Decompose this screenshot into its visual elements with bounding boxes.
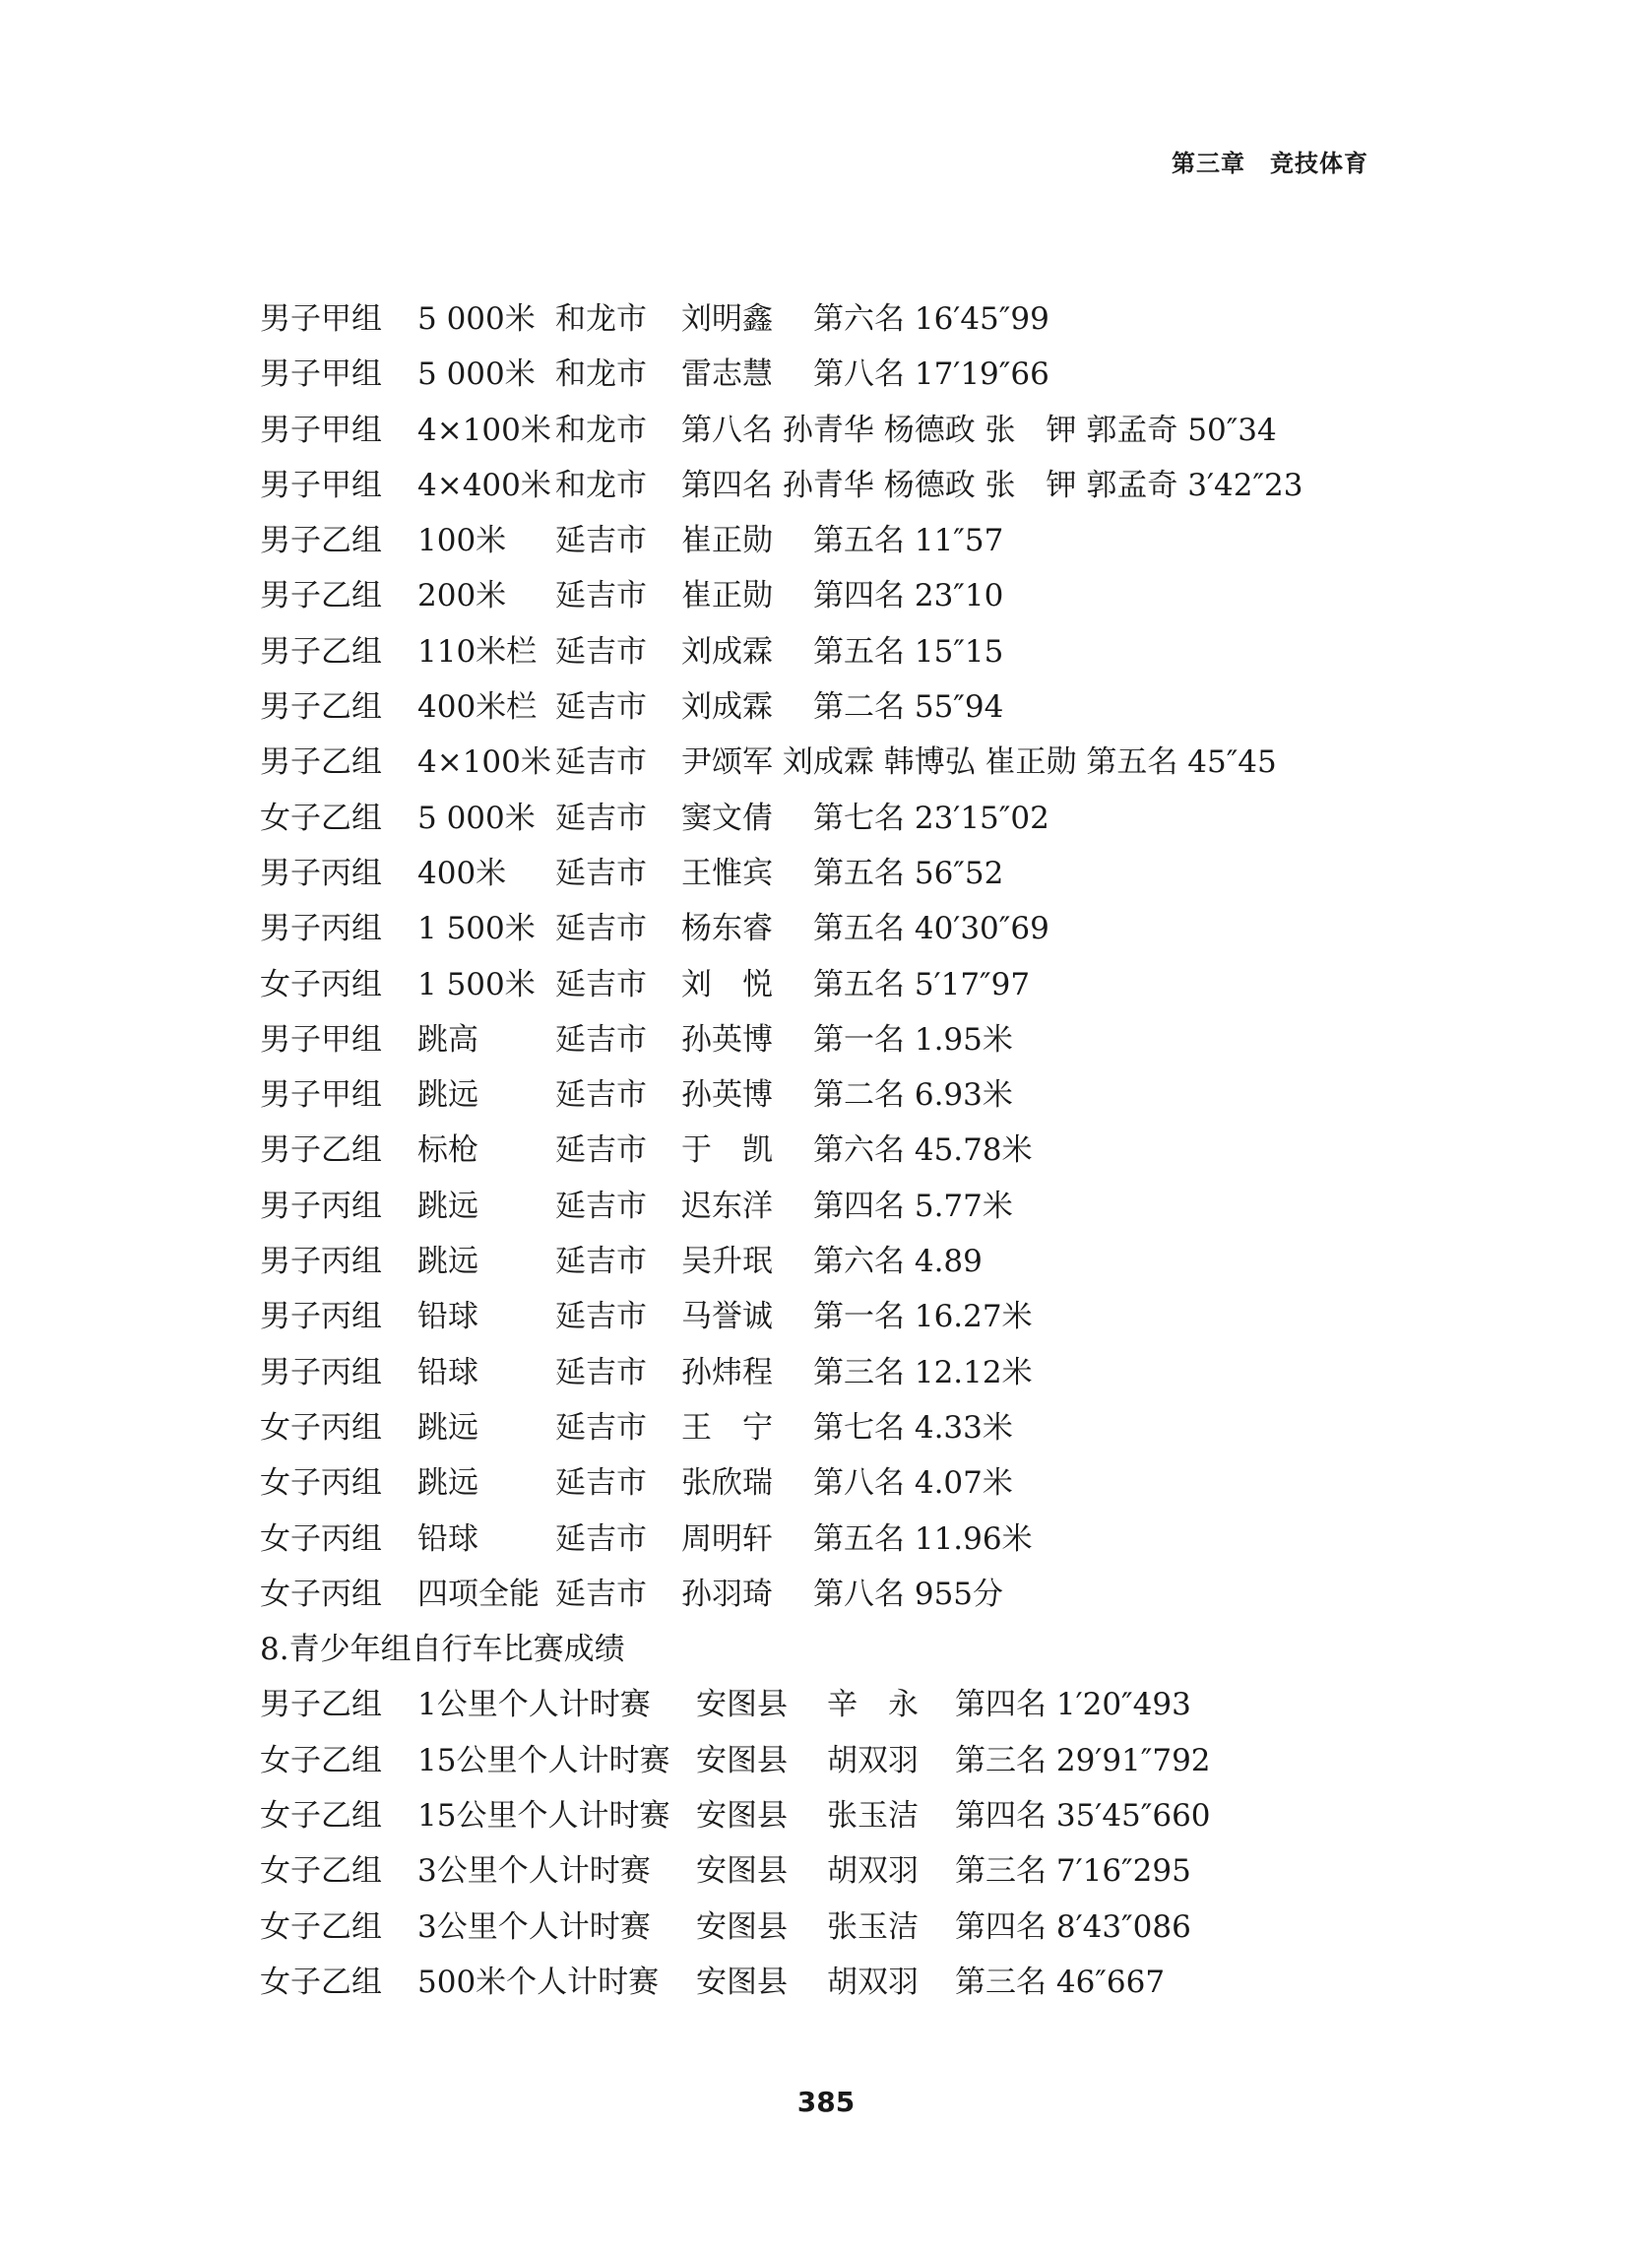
athlete-cell: 孙英博 (681, 1021, 773, 1058)
event-cell: 跳高 (417, 1021, 478, 1058)
athlete-cell: 周明轩 (681, 1520, 773, 1557)
city-cell: 延吉市 (555, 911, 647, 947)
athlete-cell: 张玉洁 (827, 1908, 919, 1945)
city-cell: 安图县 (696, 1742, 788, 1778)
group-cell: 女子乙组 (260, 800, 382, 836)
group-cell: 男子乙组 (260, 1132, 382, 1169)
group-cell: 女子丙组 (260, 1465, 382, 1502)
city-cell: 延吉市 (555, 523, 647, 559)
group-cell: 男子丙组 (260, 1354, 382, 1390)
chapter-label: 第三章 (1172, 150, 1245, 177)
result-cell: 第三名 46″667 (955, 1964, 1166, 2000)
athlete-cell: 崔正勋 (681, 523, 773, 559)
chapter-title: 竞技体育 (1270, 150, 1368, 177)
athlete-cell: 胡双羽 (827, 1853, 919, 1890)
result-row (260, 1677, 1441, 1732)
result-cell: 第六名 16′45″99 (813, 301, 1049, 337)
event-cell: 铅球 (417, 1354, 478, 1390)
athlete-cell: 孙英博 (681, 1077, 773, 1114)
group-cell: 男子丙组 (260, 1299, 382, 1335)
city-cell: 安图县 (696, 1964, 788, 2000)
event-cell: 跳远 (417, 1409, 478, 1446)
result-cell: 第六名 4.89 (813, 1244, 983, 1280)
result-cell: 第四名 8′43″086 (955, 1908, 1191, 1945)
city-cell: 安图县 (696, 1798, 788, 1835)
city-cell: 和龙市 (555, 356, 647, 393)
event-cell: 铅球 (417, 1299, 478, 1335)
athlete-cell: 刘 悦 (681, 966, 773, 1002)
result-row (260, 1289, 1441, 1344)
result-cell: 第五名 15″15 (813, 633, 1004, 670)
result-cell: 第二名 55″94 (813, 689, 1004, 726)
event-cell: 1公里个人计时赛 (417, 1687, 651, 1723)
group-cell: 男子甲组 (260, 467, 382, 503)
event-cell: 4×400米 (417, 467, 551, 503)
city-cell: 延吉市 (555, 1520, 647, 1557)
result-cell: 第五名 40′30″69 (813, 911, 1049, 947)
event-cell: 400米 (417, 855, 507, 891)
event-cell: 4×100米 (417, 412, 551, 448)
section-heading: 8.青少年组自行车比赛成绩 (260, 1632, 625, 1668)
event-cell: 5 000米 (417, 800, 536, 836)
result-row (260, 1400, 1441, 1455)
result-cell: 第六名 45.78米 (813, 1132, 1033, 1169)
group-cell: 女子乙组 (260, 1853, 382, 1890)
result-cell: 第二名 6.93米 (813, 1077, 1013, 1114)
athlete-cell: 窦文倩 (681, 800, 773, 836)
event-cell: 500米个人计时赛 (417, 1964, 660, 2000)
group-cell: 女子丙组 (260, 1576, 382, 1612)
city-cell: 延吉市 (555, 578, 647, 614)
result-cell: 第四名 23″10 (813, 578, 1004, 614)
result-cell: 第四名 5.77米 (813, 1188, 1013, 1224)
group-cell: 男子甲组 (260, 1077, 382, 1114)
event-cell: 跳远 (417, 1188, 478, 1224)
result-row (260, 1733, 1441, 1788)
athlete-cell: 辛 永 (827, 1687, 919, 1723)
city-cell: 延吉市 (555, 800, 647, 836)
athlete-cell: 张欣瑞 (681, 1465, 773, 1502)
event-cell: 跳远 (417, 1077, 478, 1114)
result-row (260, 1900, 1441, 1955)
group-cell: 女子丙组 (260, 1520, 382, 1557)
result-row (260, 957, 1441, 1012)
athlete-cell: 杨东睿 (681, 911, 773, 947)
result-cell: 第七名 4.33米 (813, 1409, 1013, 1446)
athlete-cell: 雷志慧 (681, 356, 773, 393)
city-cell: 安图县 (696, 1687, 788, 1723)
result-row (260, 1234, 1441, 1289)
result-row (260, 901, 1441, 956)
event-cell: 3公里个人计时赛 (417, 1853, 651, 1890)
athlete-cell: 孙羽琦 (681, 1576, 773, 1612)
event-cell: 200米 (417, 578, 507, 614)
group-cell: 男子乙组 (260, 523, 382, 559)
result-cell: 第五名 11″57 (813, 523, 1004, 559)
event-cell: 100米 (417, 523, 507, 559)
result-cell: 第三名 12.12米 (813, 1354, 1033, 1390)
result-row (260, 624, 1441, 679)
event-cell: 15公里个人计时赛 (417, 1742, 670, 1778)
group-cell: 男子乙组 (260, 578, 382, 614)
athlete-cell: 胡双羽 (827, 1742, 919, 1778)
athlete-cell: 于 凯 (681, 1132, 773, 1169)
city-cell: 安图县 (696, 1853, 788, 1890)
group-cell: 男子乙组 (260, 633, 382, 670)
city-cell: 安图县 (696, 1908, 788, 1945)
event-cell: 110米栏 (417, 633, 538, 670)
athlete-cell: 迟东洋 (681, 1188, 773, 1224)
event-cell: 400米栏 (417, 689, 538, 726)
result-cell: 第五名 11.96米 (813, 1520, 1033, 1557)
event-cell: 1 500米 (417, 966, 536, 1002)
result-row (260, 846, 1441, 901)
city-cell: 延吉市 (555, 1077, 647, 1114)
group-cell: 女子乙组 (260, 1742, 382, 1778)
athlete-cell: 张玉洁 (827, 1798, 919, 1835)
group-cell: 女子乙组 (260, 1964, 382, 2000)
result-row (260, 1512, 1441, 1567)
result-cell: 第八名 955分 (813, 1576, 1004, 1612)
group-cell: 女子乙组 (260, 1908, 382, 1945)
result-cell: 第一名 1.95米 (813, 1021, 1013, 1058)
group-cell: 男子丙组 (260, 911, 382, 947)
result-row (260, 1455, 1441, 1511)
athlete-cell: 王 宁 (681, 1409, 773, 1446)
event-cell: 15公里个人计时赛 (417, 1798, 670, 1835)
event-cell: 5 000米 (417, 356, 536, 393)
result-row (260, 1567, 1441, 1622)
result-row (260, 679, 1441, 735)
group-cell: 男子甲组 (260, 356, 382, 393)
athlete-cell: 第四名 孙青华 杨德政 张 钾 郭孟奇 3′42″23 (681, 467, 1303, 503)
city-cell: 延吉市 (555, 1188, 647, 1224)
result-row (260, 291, 1441, 347)
athlete-cell: 刘明鑫 (681, 301, 773, 337)
result-cell: 第八名 4.07米 (813, 1465, 1013, 1502)
city-cell: 延吉市 (555, 1409, 647, 1446)
group-cell: 男子丙组 (260, 1188, 382, 1224)
event-cell: 铅球 (417, 1520, 478, 1557)
result-row (260, 513, 1441, 568)
result-row (260, 458, 1441, 513)
result-row (260, 1012, 1441, 1067)
group-cell: 男子乙组 (260, 744, 382, 781)
group-cell: 男子丙组 (260, 855, 382, 891)
group-cell: 女子丙组 (260, 1409, 382, 1446)
city-cell: 延吉市 (555, 1465, 647, 1502)
city-cell: 延吉市 (555, 689, 647, 726)
result-row (260, 347, 1441, 402)
athlete-cell: 崔正勋 (681, 578, 773, 614)
result-row (260, 1955, 1441, 2010)
group-cell: 男子甲组 (260, 412, 382, 448)
athlete-cell: 王惟宾 (681, 855, 773, 891)
athlete-cell: 尹颂军 刘成霖 韩博弘 崔正勋 第五名 45″45 (681, 744, 1277, 781)
result-row (260, 1788, 1441, 1843)
page-number: 385 (796, 2086, 856, 2118)
result-row (260, 1179, 1441, 1234)
group-cell: 男子乙组 (260, 689, 382, 726)
athlete-cell: 第八名 孙青华 杨德政 张 钾 郭孟奇 50″34 (681, 412, 1277, 448)
city-cell: 延吉市 (555, 1576, 647, 1612)
athlete-cell: 刘成霖 (681, 689, 773, 726)
result-row (260, 1123, 1441, 1178)
city-cell: 延吉市 (555, 966, 647, 1002)
result-row (260, 1843, 1441, 1899)
city-cell: 延吉市 (555, 1299, 647, 1335)
event-cell: 1 500米 (417, 911, 536, 947)
result-cell: 第四名 35′45″660 (955, 1798, 1211, 1835)
result-cell: 第七名 23′15″02 (813, 800, 1049, 836)
athlete-cell: 孙炜程 (681, 1354, 773, 1390)
running-header (1172, 144, 1368, 178)
result-cell: 第八名 17′19″66 (813, 356, 1049, 393)
city-cell: 延吉市 (555, 1354, 647, 1390)
city-cell: 延吉市 (555, 1244, 647, 1280)
event-cell: 四项全能 (417, 1576, 540, 1612)
city-cell: 延吉市 (555, 855, 647, 891)
result-row (260, 568, 1441, 623)
result-cell: 第五名 5′17″97 (813, 966, 1031, 1002)
event-cell: 跳远 (417, 1244, 478, 1280)
result-cell: 第三名 29′91″792 (955, 1742, 1211, 1778)
group-cell: 男子甲组 (260, 1021, 382, 1058)
event-cell: 跳远 (417, 1465, 478, 1502)
group-cell: 男子乙组 (260, 1687, 382, 1723)
athlete-cell: 吴升珉 (681, 1244, 773, 1280)
athlete-cell: 刘成霖 (681, 633, 773, 670)
group-cell: 女子乙组 (260, 1798, 382, 1835)
athlete-cell: 马誉诚 (681, 1299, 773, 1335)
event-cell: 4×100米 (417, 744, 551, 781)
city-cell: 延吉市 (555, 1132, 647, 1169)
result-row (260, 1345, 1441, 1400)
group-cell: 男子甲组 (260, 301, 382, 337)
city-cell: 和龙市 (555, 412, 647, 448)
city-cell: 延吉市 (555, 633, 647, 670)
result-row (260, 791, 1441, 846)
event-cell: 5 000米 (417, 301, 536, 337)
group-cell: 女子丙组 (260, 966, 382, 1002)
result-cell: 第五名 56″52 (813, 855, 1004, 891)
result-cell: 第三名 7′16″295 (955, 1853, 1191, 1890)
result-cell: 第一名 16.27米 (813, 1299, 1033, 1335)
result-row (260, 1067, 1441, 1123)
results-list (260, 291, 1441, 2010)
city-cell: 延吉市 (555, 1021, 647, 1058)
event-cell: 3公里个人计时赛 (417, 1908, 651, 1945)
result-row (260, 735, 1441, 790)
group-cell: 男子丙组 (260, 1244, 382, 1280)
city-cell: 和龙市 (555, 301, 647, 337)
event-cell: 标枪 (417, 1132, 478, 1169)
city-cell: 延吉市 (555, 744, 647, 781)
city-cell: 和龙市 (555, 467, 647, 503)
result-row (260, 403, 1441, 458)
result-cell: 第四名 1′20″493 (955, 1687, 1191, 1723)
athlete-cell: 胡双羽 (827, 1964, 919, 2000)
